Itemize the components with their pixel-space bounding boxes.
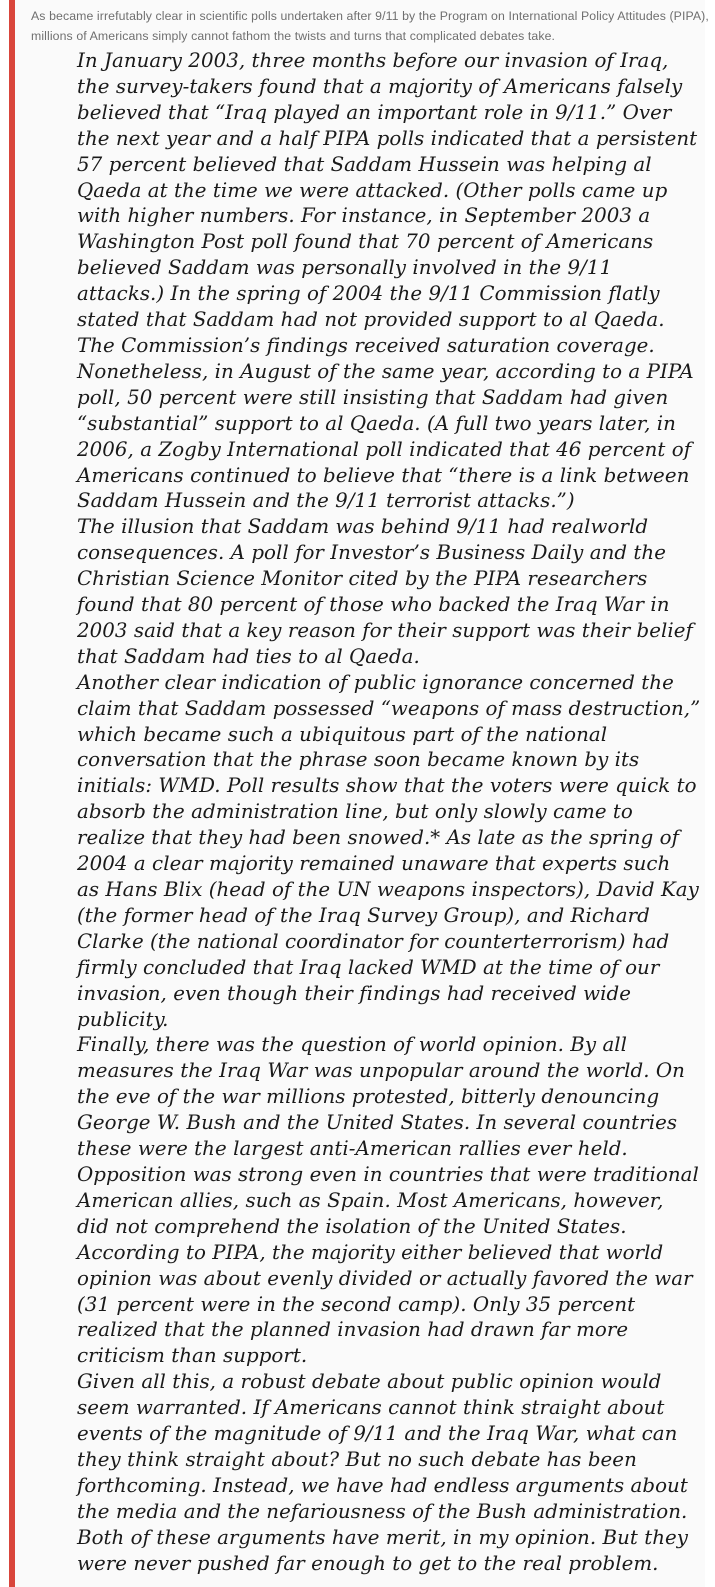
text-line: were never pushed far enough to get to the real problem. (77, 1551, 659, 1575)
paragraph-1 (77, 48, 698, 514)
text-line: with higher numbers. For instance, in September 2003 a (77, 204, 651, 228)
text-line: believed that “Iraq played an important role in 9/11.” Over (77, 100, 672, 124)
text-line: consequences. A poll for Investor’s Business Daily and the (77, 541, 666, 565)
text-line: absorb the administration line, but only slowly came to (77, 800, 633, 824)
text-line: 2006, a Zogby International poll indicated that 46 percent of (77, 437, 692, 461)
text-line: Clarke (the national coordinator for counterterrorism) had (77, 929, 670, 953)
quoted-excerpt (77, 48, 701, 1576)
text-line: Christian Science Monitor cited by the PIPA researchers (77, 567, 648, 591)
text-line: poll, 50 percent were still insisting that Saddam had given (77, 385, 669, 409)
text-line: the media and the nefariousness of the Bush administration. (77, 1499, 688, 1523)
text-line: George W. Bush and the United States. In several countries (77, 1111, 678, 1135)
paragraph-4 (77, 1032, 699, 1369)
paragraph-3 (77, 670, 701, 1033)
text-line: firmly concluded that Iraq lacked WMD at the time of our (77, 955, 660, 979)
paragraph-5 (77, 1369, 687, 1576)
text-line: they think straight about? But no such debate has been (77, 1447, 637, 1471)
text-line: 57 percent believed that Saddam Hussein was helping al (77, 152, 652, 176)
text-line: claim that Saddam possessed “weapons of mass destruction,” (77, 696, 701, 720)
text-line: “substantial” support to al Qaeda. (A full two years later, in (77, 411, 676, 435)
text-line: Both of these arguments have merit, in my opinion. But they (77, 1525, 689, 1549)
text-line: 2004 a clear majority remained unaware that experts such (77, 852, 671, 876)
intro-line: millions of Americans simply cannot fathom the twists and turns that complicated debates take. (31, 28, 556, 43)
text-line: (31 percent were in the second camp). Only 35 percent (77, 1292, 636, 1316)
text-line: measures the Iraq War was unpopular around the world. On (77, 1059, 685, 1083)
intro-line: As became irrefutably clear in scientific polls undertaken after 9/11 by the Program on International Policy Attitudes (PIPA), (31, 9, 709, 23)
text-line: criticism than support. (77, 1344, 308, 1368)
text-line: invasion, even though their findings had received wide (77, 981, 631, 1005)
text-line: these were the largest anti-American rallies ever held. (77, 1137, 628, 1161)
text-line: events of the magnitude of 9/11 and the Iraq War, what can (77, 1422, 678, 1446)
text-line: the survey-takers found that a majority of Americans falsely (77, 74, 683, 98)
text-line: Qaeda at the time we were attacked. (Other polls came up (77, 178, 668, 202)
text-line: the next year and a half PIPA polls indicated that a persistent (77, 126, 698, 150)
text-line: (the former head of the Iraq Survey Group), and Richard (77, 903, 650, 927)
text-line: Americans continued to believe that “there is a link between (77, 463, 690, 487)
text-line: publicity. (77, 1007, 169, 1031)
text-line: opinion was about evenly divided or actually favored the war (77, 1266, 693, 1290)
text-line: American allies, such as Spain. Most Americans, however, (77, 1188, 664, 1212)
text-line: Nonetheless, in August of the same year, according to a PIPA (77, 359, 694, 383)
text-line: seem warranted. If Americans cannot think straight about (77, 1396, 665, 1420)
text-line: conversation that the phrase soon became known by its (77, 748, 640, 772)
text-line: realize that they had been snowed.* As late as the spring of (77, 826, 679, 850)
text-line: Opposition was strong even in countries that were traditional (77, 1162, 699, 1186)
text-line: Given all this, a robust debate about public opinion would (77, 1370, 662, 1394)
text-line: Saddam Hussein and the 9/11 terrorist attacks.”) (77, 489, 575, 513)
blockquote (9, 0, 709, 1587)
text-line: Finally, there was the question of world opinion. By all (77, 1033, 628, 1057)
text-line: which became such a ubiquitous part of the national (77, 722, 608, 746)
text-line: According to PIPA, the majority either believed that world (77, 1240, 664, 1264)
paragraph-2 (77, 514, 693, 669)
intro-text (31, 7, 709, 46)
text-line: Washington Post poll found that 70 percent of Americans (77, 230, 654, 254)
text-line: Another clear indication of public ignorance concerned the (77, 670, 674, 694)
text-line: did not comprehend the isolation of the United States. (77, 1214, 627, 1238)
text-line: In January 2003, three months before our invasion of Iraq, (77, 49, 669, 72)
text-line: The Commission’s findings received saturation coverage. (77, 333, 655, 357)
text-line: forthcoming. Instead, we have had endless arguments about (77, 1473, 688, 1497)
text-line: stated that Saddam had not provided support to al Qaeda. (77, 308, 665, 332)
text-line: 2003 said that a key reason for their support was their belief (77, 618, 693, 642)
text-line: the eve of the war millions protested, bitterly denouncing (77, 1085, 660, 1109)
text-line: attacks.) In the spring of 2004 the 9/11 Commission flatly (77, 282, 660, 306)
text-line: realized that the planned invasion had drawn far more (77, 1318, 629, 1342)
text-line: The illusion that Saddam was behind 9/11 had realworld (77, 515, 649, 539)
text-line: found that 80 percent of those who backed the Iraq War in (77, 593, 670, 617)
text-line: initials: WMD. Poll results show that the voters were quick to (77, 774, 697, 798)
text-line: that Saddam had ties to al Qaeda. (77, 644, 420, 668)
text-line: believed Saddam was personally involved in the 9/11 (77, 256, 613, 280)
text-line: as Hans Blix (head of the UN weapons inspectors), David Kay (77, 878, 699, 901)
